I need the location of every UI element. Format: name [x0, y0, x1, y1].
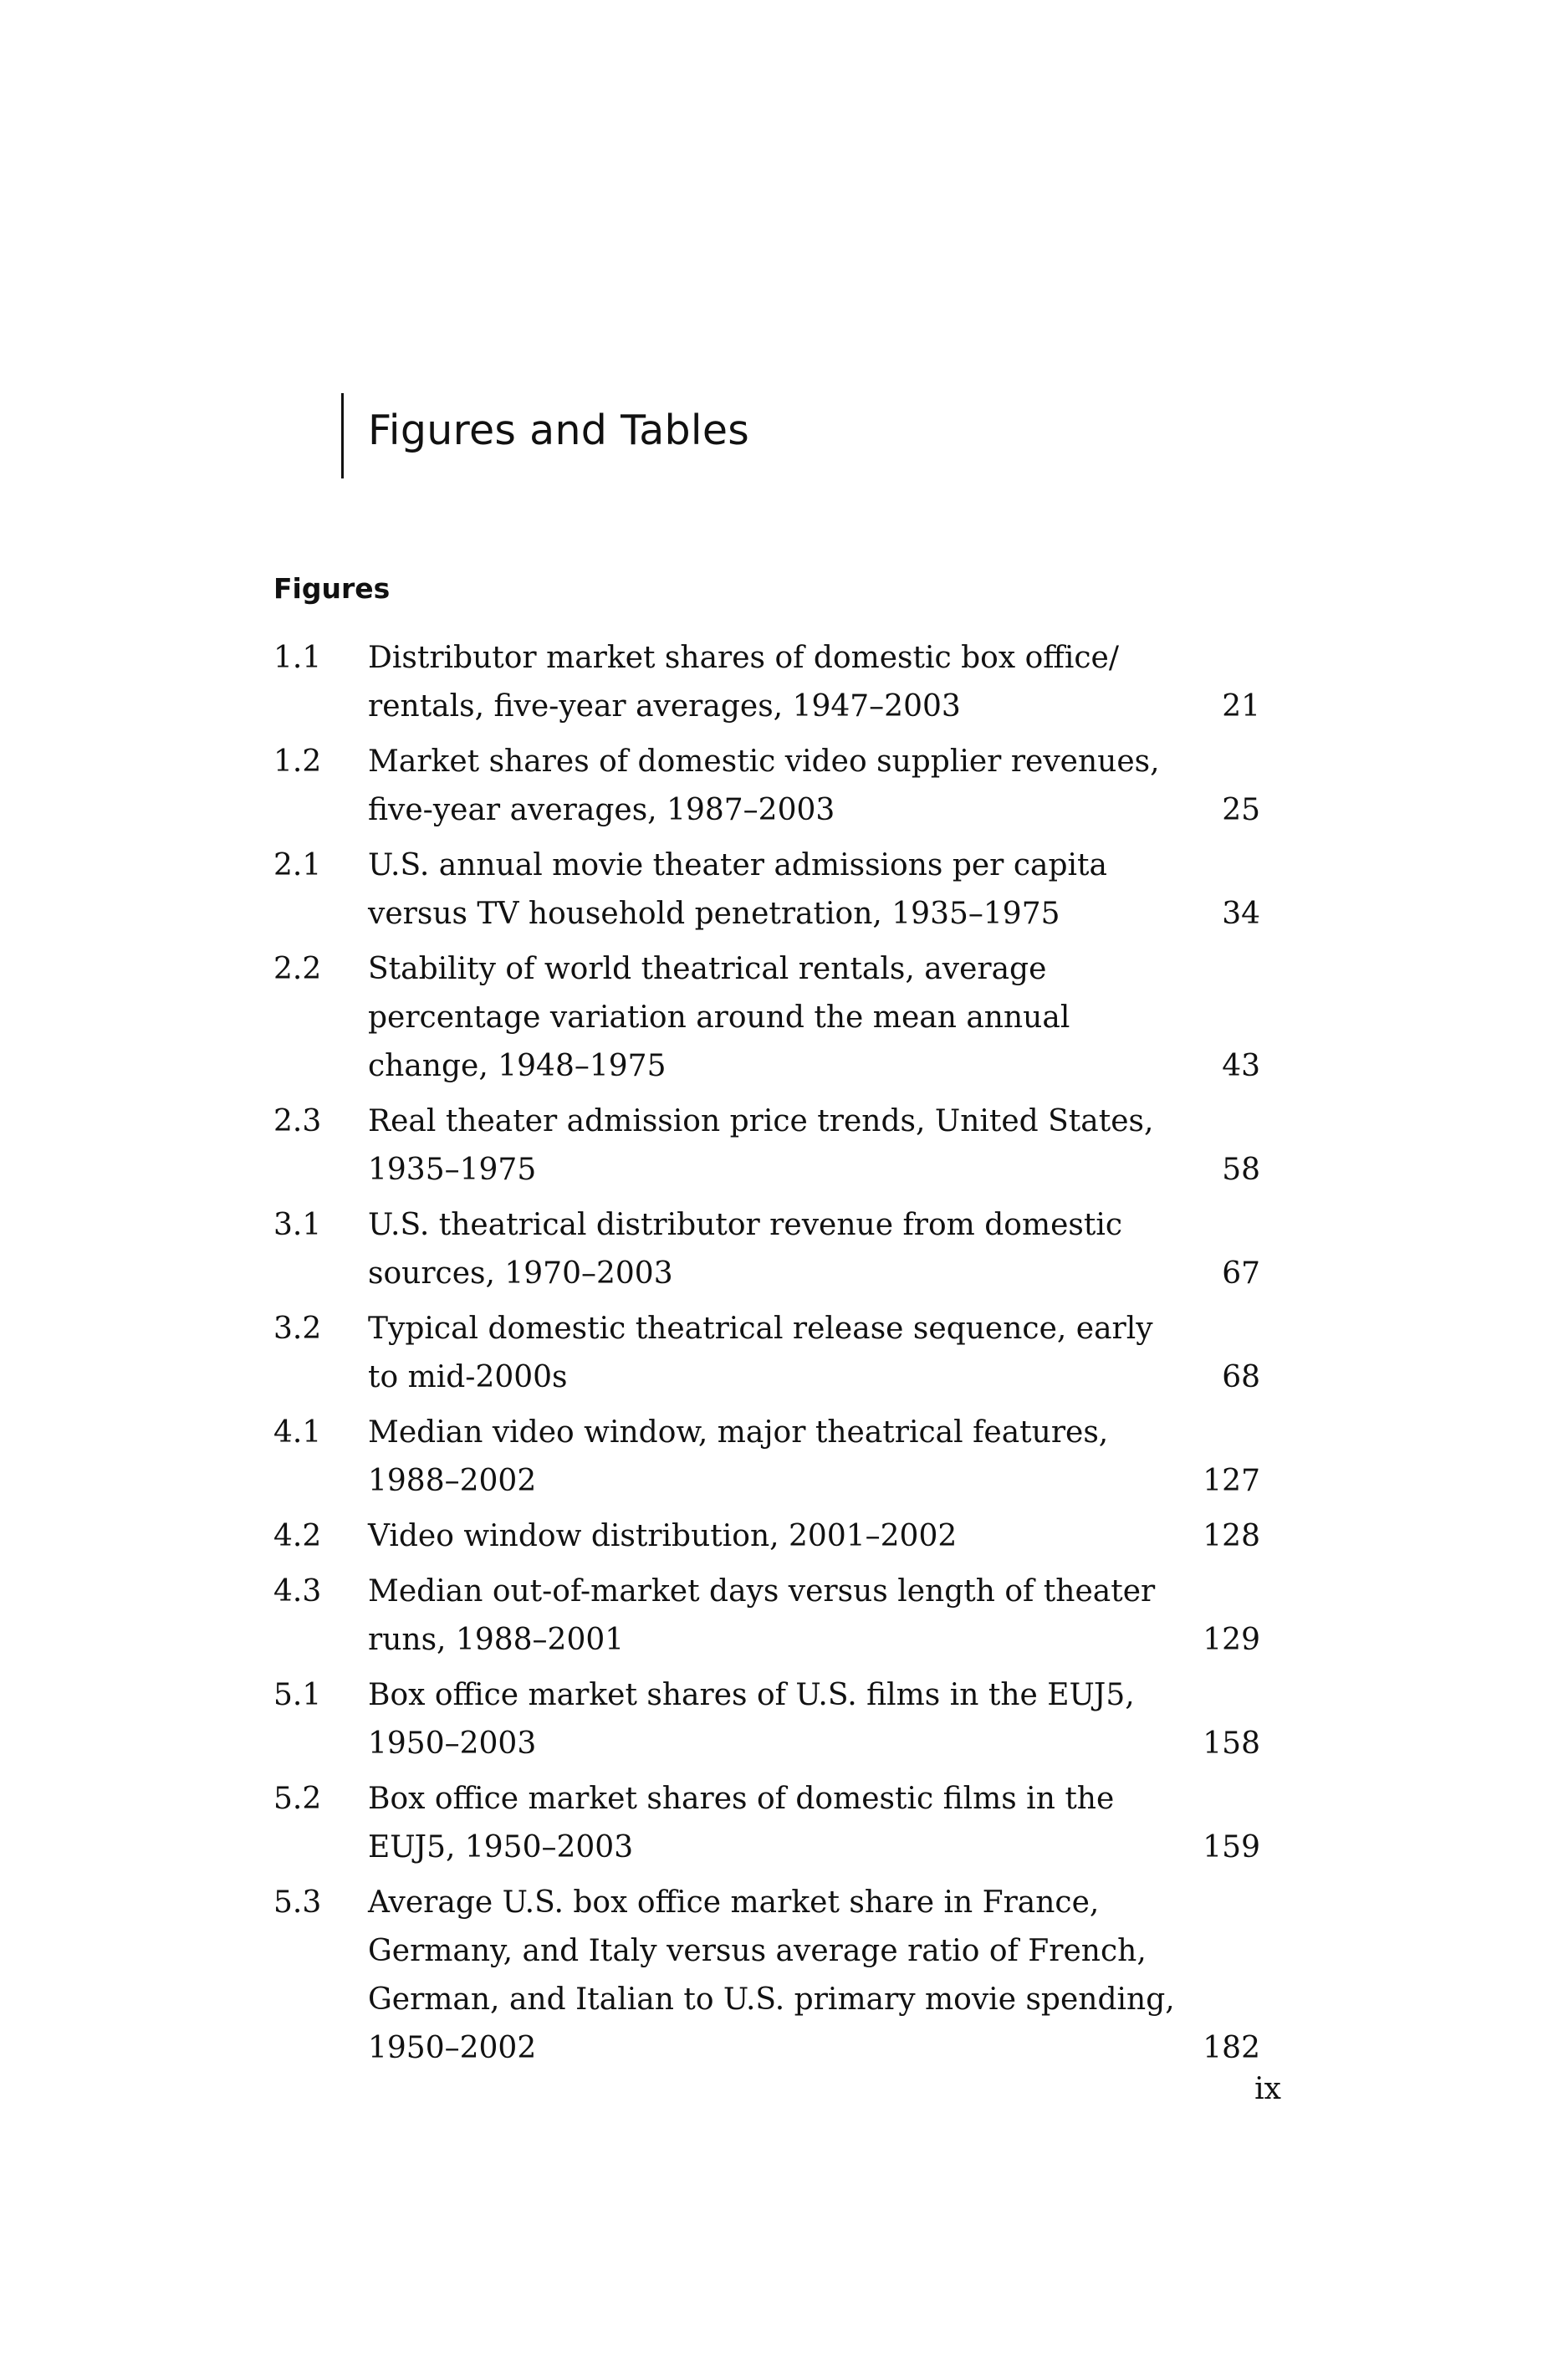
figure-caption: Market shares of domestic video supplier revenues, five-year averages, 1987–2003	[368, 744, 1160, 827]
figure-list-item	[273, 945, 1260, 1091]
figure-caption: Real theater admission price trends, United States, 1935–1975	[368, 1104, 1154, 1187]
figure-list-item	[273, 1409, 1260, 1506]
figure-number: 5.1	[273, 1678, 322, 1712]
figure-caption: Stability of world theatrical rentals, average percentage variation around the mean annual change, 1948–1975	[368, 952, 1070, 1083]
figure-caption: Median video window, major theatrical features, 1988–2002	[368, 1415, 1109, 1498]
figure-list-item	[273, 1671, 1260, 1768]
figure-number: 4.1	[273, 1415, 322, 1450]
figure-number: 5.2	[273, 1782, 322, 1816]
figure-page-number: 159	[1203, 1830, 1260, 1864]
figure-page-number: 129	[1203, 1623, 1260, 1657]
title-rule	[341, 393, 344, 478]
figure-caption: Typical domestic theatrical release sequence, early to mid-2000s	[368, 1312, 1153, 1394]
figure-list	[273, 634, 1260, 2079]
figure-list-item	[273, 634, 1260, 731]
figure-page-number: 127	[1203, 1464, 1260, 1498]
figure-caption: Box office market shares of U.S. films in the EUJ5, 1950–2003	[368, 1678, 1135, 1761]
figure-page-number: 25	[1222, 793, 1260, 827]
section-heading-figures: Figures	[273, 572, 391, 605]
figure-page-number: 21	[1222, 689, 1260, 724]
figure-caption: Box office market shares of domestic films in the EUJ5, 1950–2003	[368, 1782, 1115, 1864]
figure-page-number: 43	[1222, 1049, 1260, 1083]
figure-list-item	[273, 1512, 1260, 1561]
figure-list-item	[273, 841, 1260, 939]
figure-list-item	[273, 1775, 1260, 1872]
figure-page-number: 34	[1222, 897, 1260, 931]
figure-list-item	[273, 1568, 1260, 1665]
figure-page-number: 58	[1222, 1153, 1260, 1187]
figure-list-item	[273, 1201, 1260, 1298]
figure-caption: Average U.S. box office market share in France, Germany, and Italy versus average ratio of French, German, and Italian to U.S. primary movie spending, 1950–2002	[368, 1885, 1175, 2065]
figure-list-item	[273, 1097, 1260, 1194]
figure-number: 2.2	[273, 952, 322, 986]
figure-number: 3.1	[273, 1208, 322, 1242]
figure-caption: Video window distribution, 2001–2002	[368, 1519, 958, 1553]
figure-caption: Distributor market shares of domestic box office/ rentals, five-year averages, 1947–2003	[368, 641, 1119, 724]
figure-number: 1.2	[273, 744, 322, 779]
figure-number: 5.3	[273, 1885, 322, 1920]
figure-page-number: 128	[1203, 1519, 1260, 1553]
figure-number: 2.1	[273, 848, 322, 882]
page-folio: ix	[1254, 2072, 1281, 2106]
figure-number: 1.1	[273, 641, 322, 675]
figure-caption: Median out-of-market days versus length of theater runs, 1988–2001	[368, 1574, 1156, 1657]
figure-number: 3.2	[273, 1312, 322, 1346]
figure-page-number: 158	[1203, 1726, 1260, 1761]
figure-page-number: 67	[1222, 1256, 1260, 1291]
figure-page-number: 182	[1203, 2031, 1260, 2065]
figure-number: 4.3	[273, 1574, 322, 1609]
figure-caption: U.S. theatrical distributor revenue from domestic sources, 1970–2003	[368, 1208, 1123, 1291]
figure-number: 4.2	[273, 1519, 322, 1553]
figure-number: 2.3	[273, 1104, 322, 1138]
figure-list-item	[273, 738, 1260, 835]
figure-caption: U.S. annual movie theater admissions per capita versus TV household penetration, 1935–1975	[368, 848, 1107, 931]
page-title: Figures and Tables	[368, 407, 750, 454]
figure-page-number: 68	[1222, 1360, 1260, 1394]
figure-list-item	[273, 1305, 1260, 1402]
figure-list-item	[273, 1879, 1260, 2073]
